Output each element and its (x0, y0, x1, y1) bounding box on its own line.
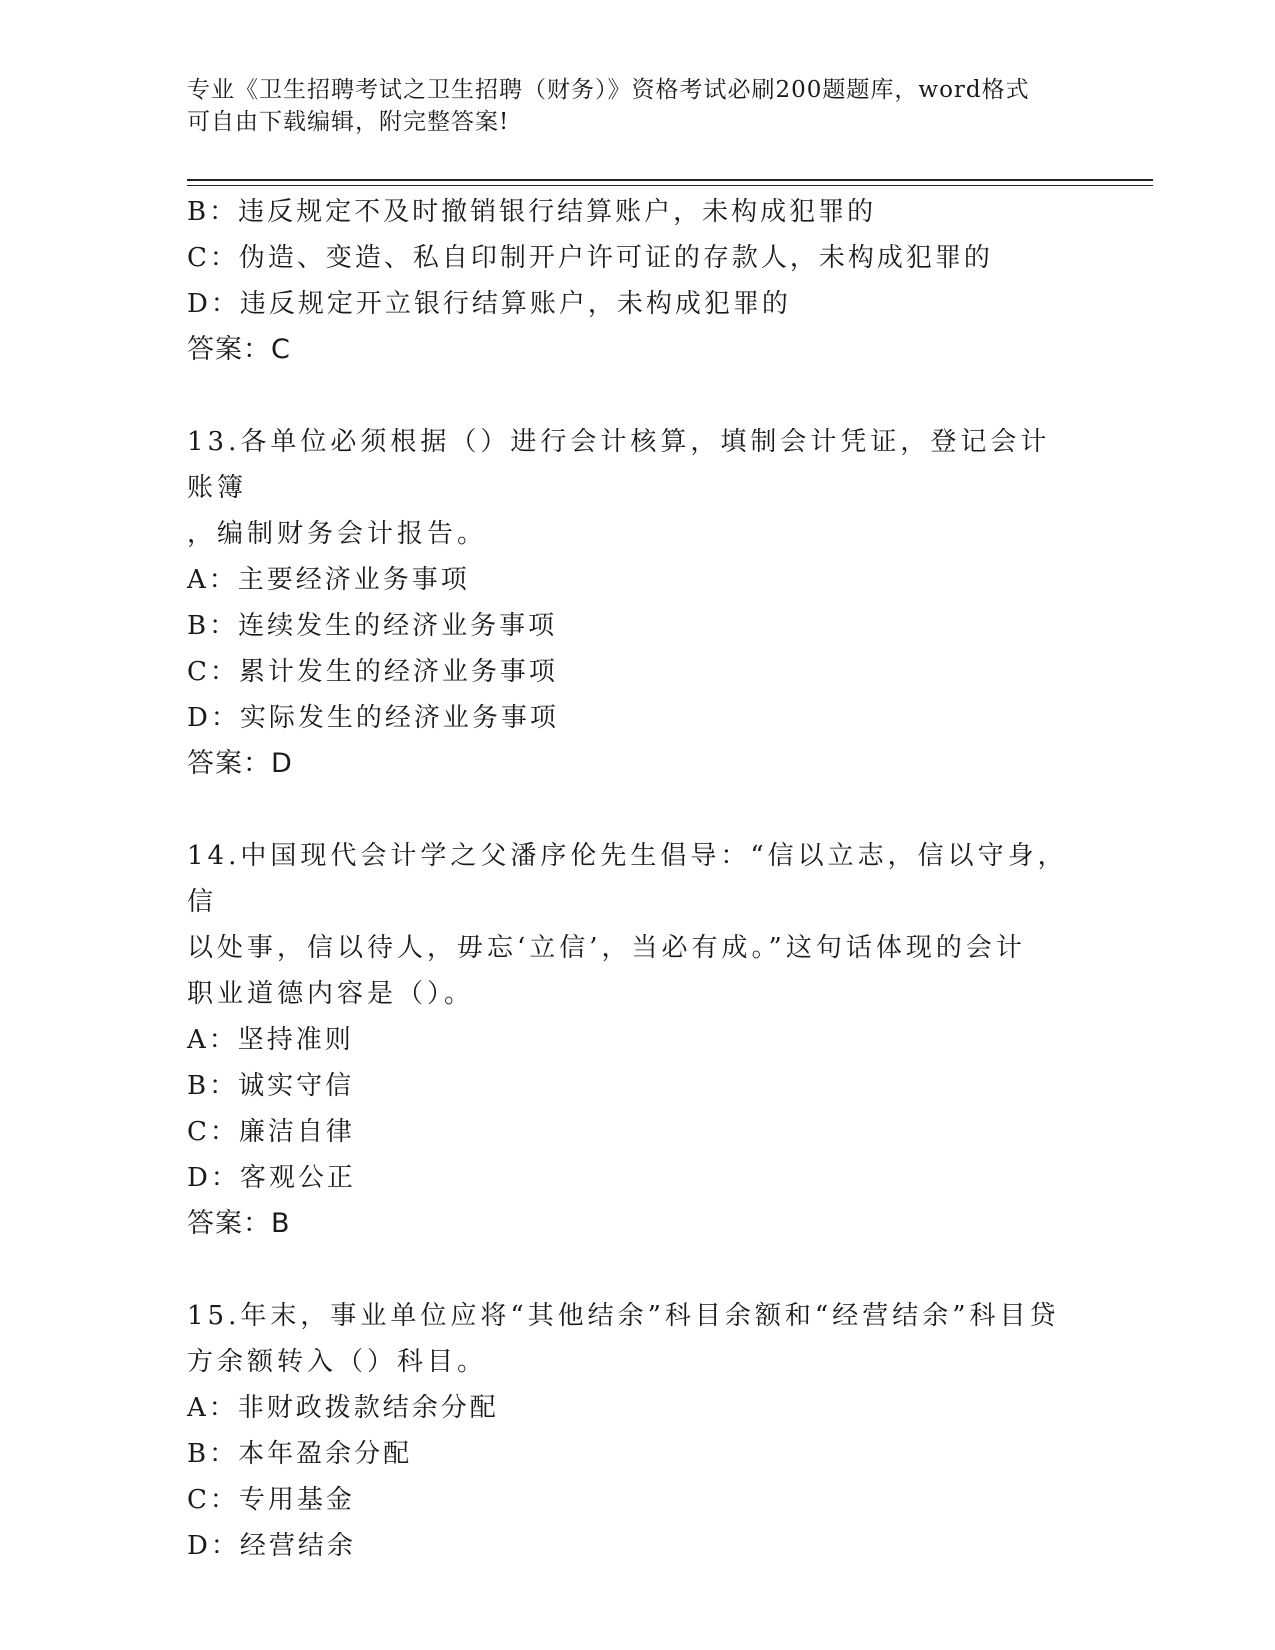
question-15 (187, 1293, 1077, 1569)
question-stem-line: 以处事，信以待人，毋忘‘立信’，当必有成。”这句话体现的会计 (187, 933, 1026, 963)
option-b: B：违反规定不及时撤销银行结算账户，未构成犯罪的 (187, 197, 877, 227)
spacer (187, 373, 1077, 419)
question-14 (187, 833, 1077, 1247)
question-list (187, 189, 1077, 1569)
option-d: D：经营结余 (187, 1531, 356, 1561)
question-stem-line: ，编制财务会计报告。 (187, 519, 488, 549)
option-b: B：连续发生的经济业务事项 (187, 611, 558, 641)
option-c: C：廉洁自律 (187, 1117, 355, 1147)
question-stem-line: 13.各单位必须根据（）进行会计核算，填制会计凭证，登记会计账簿 (187, 427, 1051, 503)
option-a: A：非财政拨款结余分配 (187, 1393, 499, 1423)
option-c: C：伪造、变造、私自印制开户许可证的存款人，未构成犯罪的 (187, 243, 993, 273)
option-d: D：实际发生的经济业务事项 (187, 703, 559, 733)
document-header (187, 74, 1067, 138)
option-b: B：诚实守信 (187, 1071, 355, 1101)
option-c: C：专用基金 (187, 1485, 355, 1515)
spacer (187, 1247, 1077, 1293)
question-stem-line: 方余额转入（）科目。 (187, 1347, 488, 1377)
option-d: D：违反规定开立银行结算账户，未构成犯罪的 (187, 289, 791, 319)
answer-text: 答案：D (187, 748, 293, 779)
option-d: D：客观公正 (187, 1163, 356, 1193)
option-a: A：主要经济业务事项 (187, 565, 470, 595)
answer-text: 答案：C (187, 334, 291, 365)
spacer (187, 787, 1077, 833)
header-title-line-2: 可自由下载编辑，附完整答案! (187, 109, 510, 135)
question-13 (187, 419, 1077, 787)
header-divider (187, 179, 1153, 186)
question-12-tail (187, 189, 1077, 373)
option-b: B：本年盈余分配 (187, 1439, 413, 1469)
question-stem-line: 职业道德内容是（）。 (187, 979, 475, 1009)
option-a: A：坚持准则 (187, 1025, 354, 1055)
question-stem-line: 15.年末，事业单位应将“其他结余”科目余额和“经营结余”科目贷 (187, 1301, 1060, 1331)
option-c: C：累计发生的经济业务事项 (187, 657, 558, 687)
question-stem-line: 14.中国现代会计学之父潘序伦先生倡导：“信以立志，信以守身，信 (187, 841, 1068, 917)
answer-text: 答案：B (187, 1208, 291, 1239)
header-title-line-1: 专业《卫生招聘考试之卫生招聘（财务）》资格考试必刷200题题库，word格式 (187, 77, 1030, 103)
